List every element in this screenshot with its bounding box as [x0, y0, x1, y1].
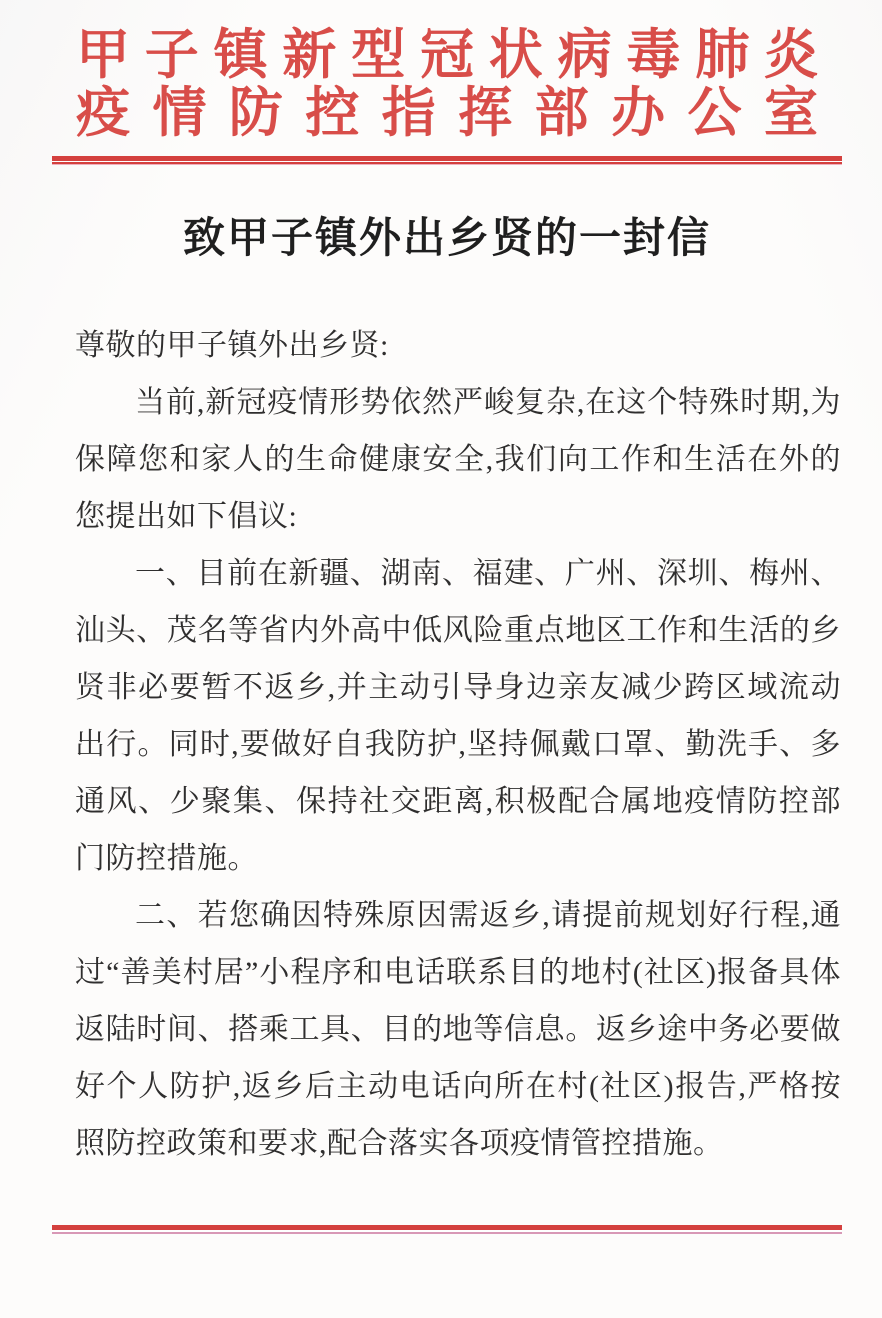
letterhead-line-1: 甲子镇新型冠状病毒肺炎 [76, 25, 818, 85]
salutation: 尊敬的甲子镇外出乡贤: [75, 329, 389, 362]
letterhead [52, 26, 842, 142]
footer-rule [52, 1225, 842, 1234]
letterhead-line-2: 疫情防控指挥部办公室 [76, 83, 818, 143]
paragraph-item-1: 一、目前在新疆、湖南、福建、广州、深圳、梅州、汕头、茂名等省内外高中低风险重点地区工作和生活的乡贤非必要暂不返乡,并主动引导身边亲友减少跨区域流动出行。同时,要做好自我防护,坚持佩戴口罩、勤洗手、多通风、少聚集、保持社交距离,积极配合属地疫情防控部门防控措施。 [75, 557, 841, 875]
paragraph-item-2: 二、若您确因特殊原因需返乡,请提前规划好行程,通过“善美村居”小程序和电话联系目的地村(社区)报备具体返陆时间、搭乘工具、目的地等信息。返乡途中务必要做好个人防护,返乡后主动电话向所在村(社区)报告,严格按照防控政策和要求,配合落实各项疫情管控措施。 [75, 899, 841, 1160]
letter-body [75, 317, 841, 1172]
letter-title: 致甲子镇外出乡贤的一封信 [182, 216, 711, 262]
letterhead-divider-rule [52, 156, 842, 165]
paragraph-intro: 当前,新冠疫情形势依然严峻复杂,在这个特殊时期,为保障您和家人的生命健康安全,我们向工作和生活在外的您提出如下倡议: [75, 386, 841, 533]
